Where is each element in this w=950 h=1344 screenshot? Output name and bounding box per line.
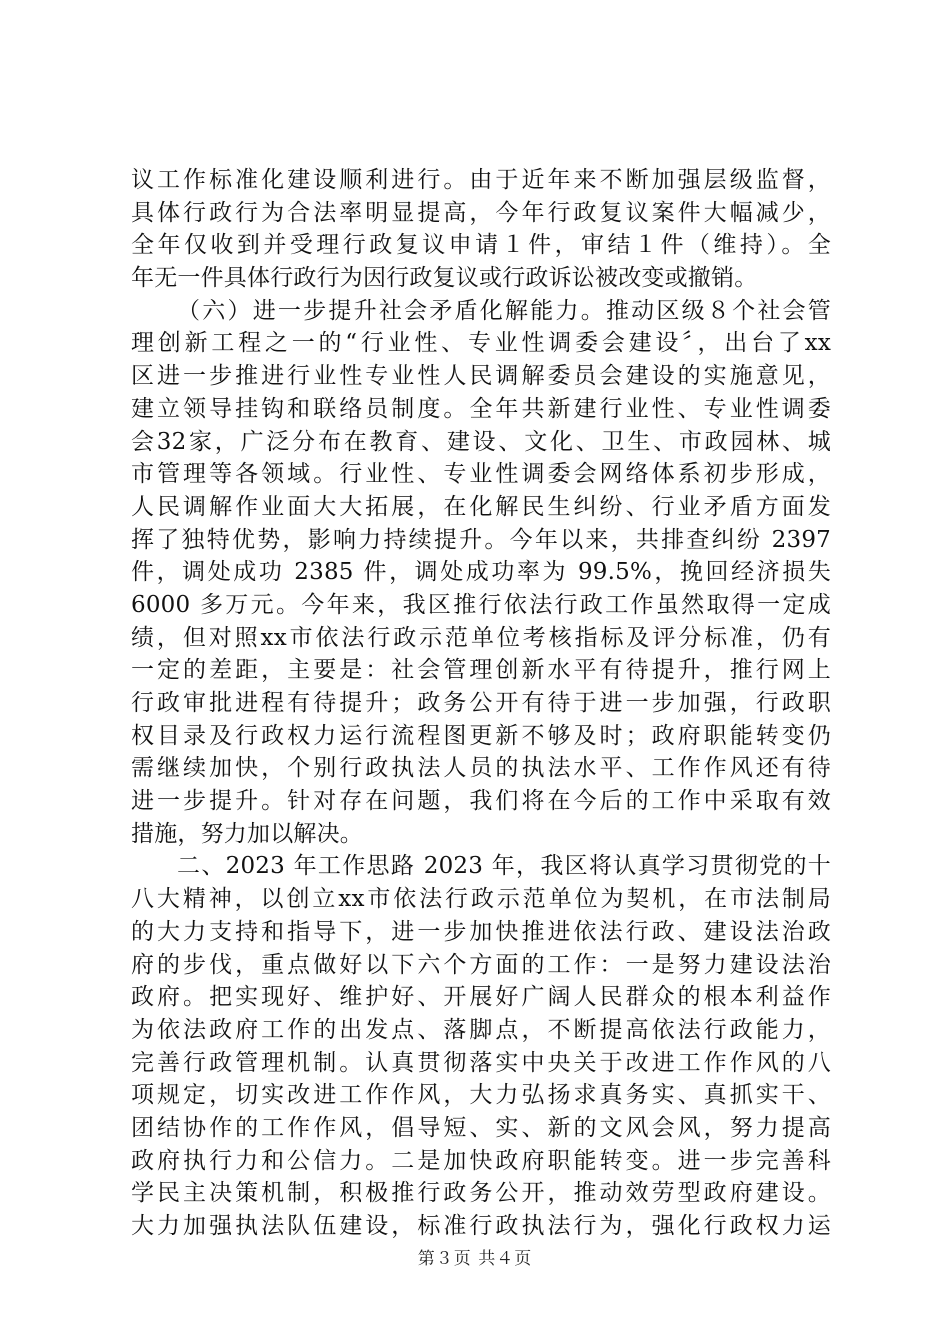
text-line: （六）进一步提升社会矛盾化解能力。推动区级８个社会管 xyxy=(177,297,831,324)
text-line: 理创新工程之一的“行业性、专业性调委会建设〞，出台了xx xyxy=(131,330,831,357)
text-line: 政府执行力和公信力。二是加快政府职能转变。进一步完善科 xyxy=(131,1147,831,1174)
text-line: 需继续加快，个别行政执法人员的执法水平、工作作风还有待 xyxy=(131,755,831,782)
text-line: 措施，努力加以解决。 xyxy=(131,820,363,847)
text-line: 市管理等各领域。行业性、专业性调委会网络体系初步形成， xyxy=(131,461,831,488)
text-line: 大力加强执法队伍建设，标准行政执法行为，强化行政权力运 xyxy=(131,1213,831,1239)
text-line: 件，调处成功 2385 件，调处成功率为 99.5%，挽回经济损失 xyxy=(131,559,831,586)
text-line: 为依法政府工作的出发点、落脚点，不断提高依法行政能力， xyxy=(131,1016,831,1043)
text-line: 团结协作的工作作风，倡导短、实、新的文风会风，努力提高 xyxy=(131,1114,831,1141)
text-line: 建立领导挂钩和联络员制度。全年共新建行业性、专业性调委 xyxy=(131,395,831,422)
text-line: 人民调解作业面大大拓展，在化解民生纠纷、行业矛盾方面发 xyxy=(131,493,831,520)
text-line: 年无一件具体行政行为因行政复议或行政诉讼被改变或撤销。 xyxy=(131,265,758,292)
text-line: 的大力支持和指导下，进一步加快推进依法行政、建设法治政 xyxy=(131,918,831,945)
text-line: 二、2023 年工作思路 2023 年，我区将认真学习贯彻党的十 xyxy=(177,853,831,880)
text-line: 学民主决策机制，积极推行政务公开，推动效劳型政府建设。 xyxy=(131,1180,831,1207)
text-line: 议工作标准化建设顺利进行。由于近年来不断加强层级监督， xyxy=(131,167,831,193)
text-line: 绩，但对照xx市依法行政示范单位考核指标及评分标准，仍有 xyxy=(131,624,831,651)
text-line: 项规定，切实改进工作作风，大力弘扬求真务实、真抓实干、 xyxy=(131,1082,831,1109)
text-line: 完善行政管理机制。认真贯彻落实中央关于改进工作作风的八 xyxy=(131,1049,831,1076)
text-line: 6000 多万元。今年来，我区推行依法行政工作虽然取得一定成 xyxy=(131,591,831,618)
text-line: 挥了独特优势，影响力持续提升。今年以来，共排查纠纷 2397 xyxy=(131,526,831,553)
text-line: 区进一步推进行业性专业性人民调解委员会建设的实施意见， xyxy=(131,363,831,390)
text-line: 八大精神，以创立xx市依法行政示范单位为契机，在市法制局 xyxy=(131,886,831,913)
text-line: 政府。把实现好、维护好、开展好广阔人民群众的根本利益作 xyxy=(131,984,831,1011)
page-footer: 第３页 共４页 xyxy=(417,1249,533,1269)
text-line: 一定的差距，主要是：社会管理创新水平有待提升，推行网上 xyxy=(131,657,831,684)
text-line: 权目录及行政权力运行流程图更新不够及时；政府职能转变仍 xyxy=(131,722,831,749)
text-line: 全年仅收到并受理行政复议申请１件，审结１件（维持）。全 xyxy=(131,232,831,259)
text-line: 具体行政行为合法率明显提高，今年行政复议案件大幅减少， xyxy=(131,199,831,226)
body-text xyxy=(131,164,831,1243)
text-line: 府的步伐，重点做好以下六个方面的工作：一是努力建设法治 xyxy=(131,951,831,978)
text-line: 行政审批进程有待提升；政务公开有待于进一步加强，行政职 xyxy=(131,690,831,716)
text-line: 会32家，广泛分布在教育、建设、文化、卫生、市政园林、城 xyxy=(131,428,831,455)
text-line: 进一步提升。针对存在问题，我们将在今后的工作中采取有效 xyxy=(131,788,831,815)
